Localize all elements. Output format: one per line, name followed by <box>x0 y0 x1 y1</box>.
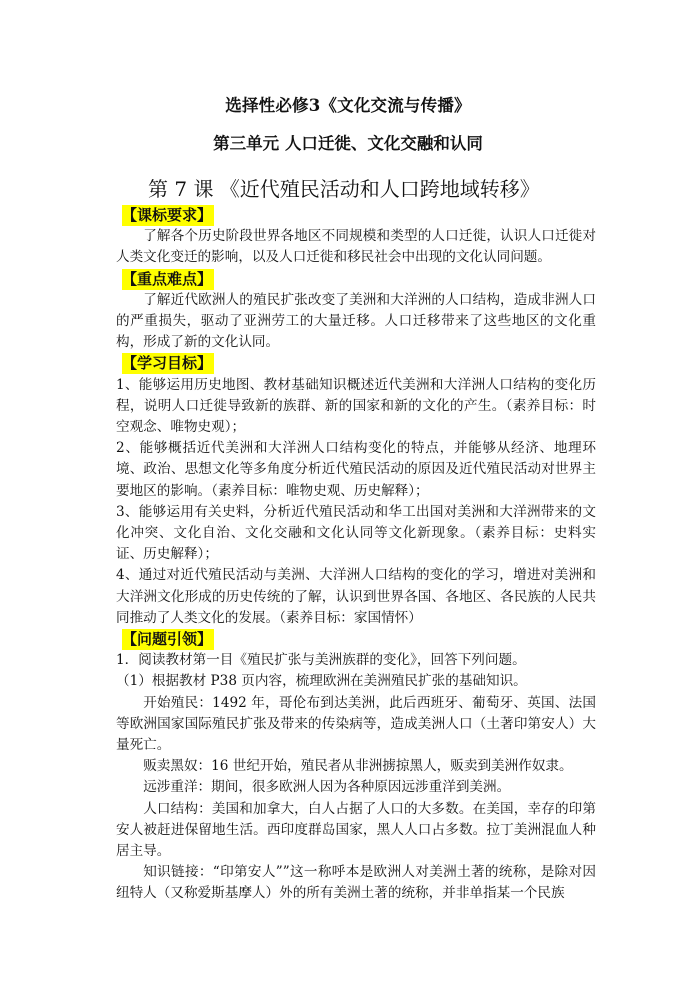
unit-title: 第三单元 人口迁徙、文化交融和认同 <box>213 134 483 153</box>
answer-paragraph: 开始殖民：1492 年，哥伦布到达美洲，此后西班牙、葡萄牙、英国、法国等欧洲国家国际殖民扩张及带来的传染病等，造成美洲人口（土著印第安人）大量死亡。 <box>116 694 596 754</box>
key-points-paragraph: 了解近代欧洲人的殖民扩张改变了美洲和大洋洲的人口结构，造成非洲人口的严重损失，驱动了亚洲劳工的大量迁移。人口迁移带来了这些地区的文化重构，形成了新的文化认同。 <box>116 291 596 351</box>
document-title: 选择性必修3《文化交流与传播》 <box>225 96 471 115</box>
requirements-paragraph: 了解各个历史阶段世界各地区不同规模和类型的人口迁徙，认识人口迁徙对人类文化变迁的影响，以及人口迁徙和移民社会中出现的文化认同问题。 <box>116 228 596 266</box>
question-item: 1．阅读教材第一目《殖民扩张与美洲族群的变化》，回答下列问题。 <box>116 652 526 669</box>
objective-item: 2、能够概括近代美洲和大洋洲人口结构变化的特点，并能够从经济、地理环境、政治、思想文化等多角度分析近代殖民活动的原因及近代殖民活动对世界主要地区的影响。（素养目标：唯物史观、历史解释）； <box>116 440 596 499</box>
section-heading-key-points: 【重点难点】 <box>122 269 213 288</box>
section-heading-row <box>116 353 596 374</box>
section-heading-questions: 【问题引领】 <box>122 630 213 649</box>
objective-item: 1、能够运用历史地图、教材基础知识概述近代美洲和大洋洲人口结构的变化历程，说明人口迁徙导致新的族群、新的国家和新的文化的产生。（素养目标：时空观念、唯物史观）； <box>116 376 596 435</box>
lesson-title: 第 7 课 《近代殖民活动和人口跨地域转移》 <box>148 177 540 201</box>
section-heading-objectives: 【学习目标】 <box>122 354 213 373</box>
objective-item: 4、通过对近代殖民活动与美洲、大洋洲人口结构的变化的学习，增进对美洲和大洋洲文化形成的历史传统的了解，认识到世界各国、各地区、各民族的人民共同推动了人类文化的发展。（素养目标：家国情怀） <box>116 567 596 626</box>
objective-item: 3、能够运用有关史料，分析近代殖民活动和华工出国对美洲和大洋洲带来的文化冲突、文化自治、文化交融和文化认同等文化新现象。（素养目标：史料实证、历史解释）； <box>116 503 596 563</box>
section-heading-row <box>116 205 596 226</box>
answer-paragraph: 贩卖黑奴：16 世纪开始，殖民者从非洲掳掠黑人，贩卖到美洲作奴隶。 <box>143 758 573 775</box>
answer-paragraph: 人口结构：美国和加拿大，白人占据了人口的大多数。在美国，幸存的印第安人被赶进保留地生活。西印度群岛国家，黑人人口占多数。拉丁美洲混血人种居主导。 <box>116 800 596 860</box>
section-heading-row <box>116 629 596 650</box>
document-body <box>116 205 596 905</box>
answer-paragraph: 远涉重洋：期间，很多欧洲人因为各种原因远涉重洋到美洲。 <box>143 779 511 796</box>
answer-paragraph: 知识链接：“印第安人””这一称呼本是欧洲人对美洲土著的统称，是除对因纽特人（又称爱斯基摩人）外的所有美洲土著的统称，并非单指某一个民族 <box>116 864 596 902</box>
section-heading-requirements: 【课标要求】 <box>122 206 213 224</box>
section-heading-row <box>116 269 596 290</box>
question-subitem: （1）根据教材 P38 页内容，梳理欧洲在美洲殖民扩张的基础知识。 <box>116 673 527 690</box>
